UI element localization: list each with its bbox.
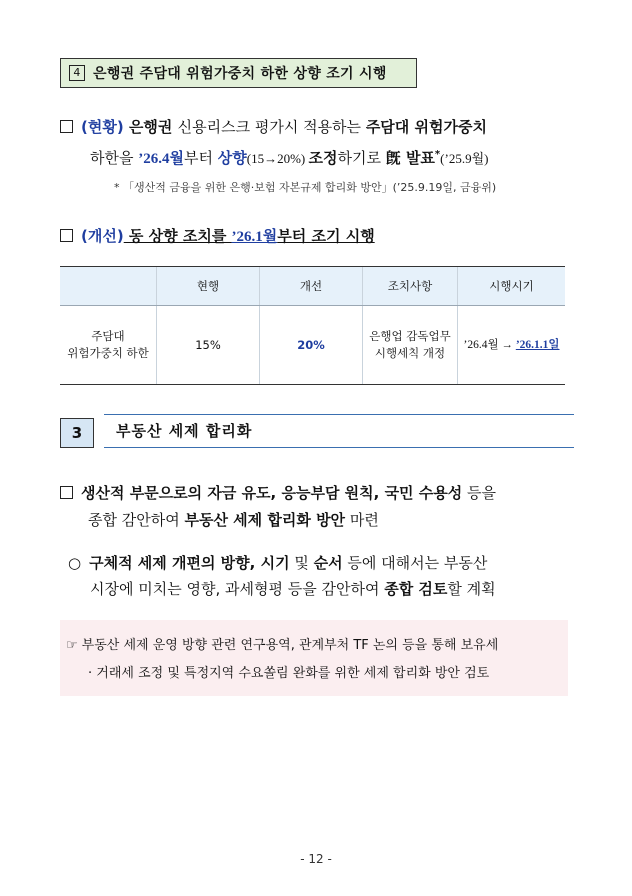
table-cell-improved: 20% xyxy=(260,306,363,385)
table-header-current: 현행 xyxy=(157,267,260,306)
status-text: 부터 xyxy=(184,149,218,167)
p1-text: 종합 감안하여 xyxy=(88,511,185,529)
status-text: 신용리스크 평가시 적용하는 xyxy=(177,118,366,136)
action-line: 은행업 감독업무 xyxy=(369,329,451,343)
status-tag: (현황) xyxy=(81,118,124,136)
action-line: 시행세칙 개정 xyxy=(374,346,446,360)
status-date: ’26.4월 xyxy=(138,151,184,167)
note-line-2: · 거래세 조정 및 특정지역 수요쏠림 완화를 위한 세제 합리화 방안 검토 xyxy=(88,666,490,681)
p1-emphasis: 부동산 세제 합리화 방안 xyxy=(184,511,346,529)
p2-emphasis: 구체적 세제 개편의 방향 xyxy=(89,554,250,572)
improve-text: 동 상향 조치를 xyxy=(123,227,232,245)
improve-text: 부터 조기 시행 xyxy=(277,227,375,245)
table-header-action: 조치사항 xyxy=(363,267,458,306)
table-header-improved: 개선 xyxy=(260,267,363,306)
pointing-hand-icon: ☞ xyxy=(66,638,78,653)
improve-paragraph xyxy=(60,225,375,248)
improve-date: ’26.1월 xyxy=(231,229,278,245)
section-3-number: 3 xyxy=(60,418,94,448)
p2-text: 등에 대해서는 부동산 xyxy=(342,554,488,572)
note-line-1 xyxy=(66,636,498,656)
p2-emphasis: 순서 xyxy=(313,554,343,572)
square-bullet-icon xyxy=(60,229,73,242)
p2-emphasis: 시기 xyxy=(260,554,290,572)
comparison-table xyxy=(60,266,565,385)
p1-emphasis: 국민 수용성 xyxy=(384,484,463,502)
p1-line-1 xyxy=(60,482,496,504)
square-bullet-icon xyxy=(60,486,73,499)
p1-line-2 xyxy=(88,509,379,531)
table-cell-timing xyxy=(458,306,566,385)
section-3-title: 부동산 세제 합리화 xyxy=(104,414,574,448)
status-footnote: * 「생산적 금융을 위한 은행·보험 자본규제 합리화 방안」(’25.9.19일, 금융위) xyxy=(114,181,497,194)
status-emphasis: 조정 xyxy=(308,149,338,167)
status-emphasis: 상향 xyxy=(217,149,247,167)
table-row xyxy=(60,306,565,385)
p2-text: 및 xyxy=(289,554,314,572)
timing-to: ’26.1.1일 xyxy=(515,339,560,351)
p1-emphasis: 생산적 부문으로의 자금 유도, xyxy=(81,484,282,502)
status-paragraph-line-2 xyxy=(90,144,488,170)
status-text: 은행권 xyxy=(123,118,178,136)
table-cell-current: 15% xyxy=(157,306,260,385)
item-number-badge: 4 xyxy=(69,65,85,81)
table-row-label xyxy=(60,306,157,385)
note-text: 부동산 세제 운영 방향 관련 연구용역, 관계부처 TF 논의 등을 통해 보유세 xyxy=(81,638,499,653)
improve-tag: (개선) xyxy=(81,227,124,245)
table-cell-action xyxy=(363,306,458,385)
status-text: 하한을 xyxy=(90,149,139,167)
status-emphasis: 旣 발표 xyxy=(385,149,435,167)
page-number: - 12 - xyxy=(300,852,332,866)
status-paragraph-line-1 xyxy=(60,116,487,138)
p2-line-1 xyxy=(68,552,487,574)
table-header-row xyxy=(60,267,565,306)
footnote-marker: * xyxy=(434,149,441,160)
p2-text: 할 계획 xyxy=(447,580,496,598)
row-label-line: 주담대 xyxy=(91,329,125,343)
table-header-timing: 시행시기 xyxy=(458,267,566,306)
table-header-empty xyxy=(60,267,157,306)
p1-text: 등을 xyxy=(462,484,496,502)
status-range: (15→20%) xyxy=(246,151,309,166)
item-4-title: 은행권 주담대 위험가중치 하한 상향 조기 시행 xyxy=(93,66,387,82)
timing-from: ’26.4월 → xyxy=(463,339,516,351)
square-bullet-icon xyxy=(60,120,73,133)
status-emphasis: 주담대 위험가중치 xyxy=(365,118,487,136)
note-box xyxy=(60,620,568,696)
status-text: 하기로 xyxy=(337,149,386,167)
p2-text: , xyxy=(249,554,261,572)
p2-text: 시장에 미치는 영향, 과세형평 등을 감안하여 xyxy=(90,580,385,598)
item-4-header xyxy=(60,58,417,88)
p1-emphasis: 응능부담 원칙 xyxy=(281,484,374,502)
row-label-line: 위험가중치 하한 xyxy=(67,346,149,360)
p2-line-2 xyxy=(90,578,496,600)
status-date: (’25.9월) xyxy=(440,151,489,166)
circle-bullet-icon: ○ xyxy=(68,554,82,572)
p2-emphasis: 종합 검토 xyxy=(384,580,448,598)
p1-text: , xyxy=(373,484,385,502)
p1-text: 마련 xyxy=(345,511,379,529)
